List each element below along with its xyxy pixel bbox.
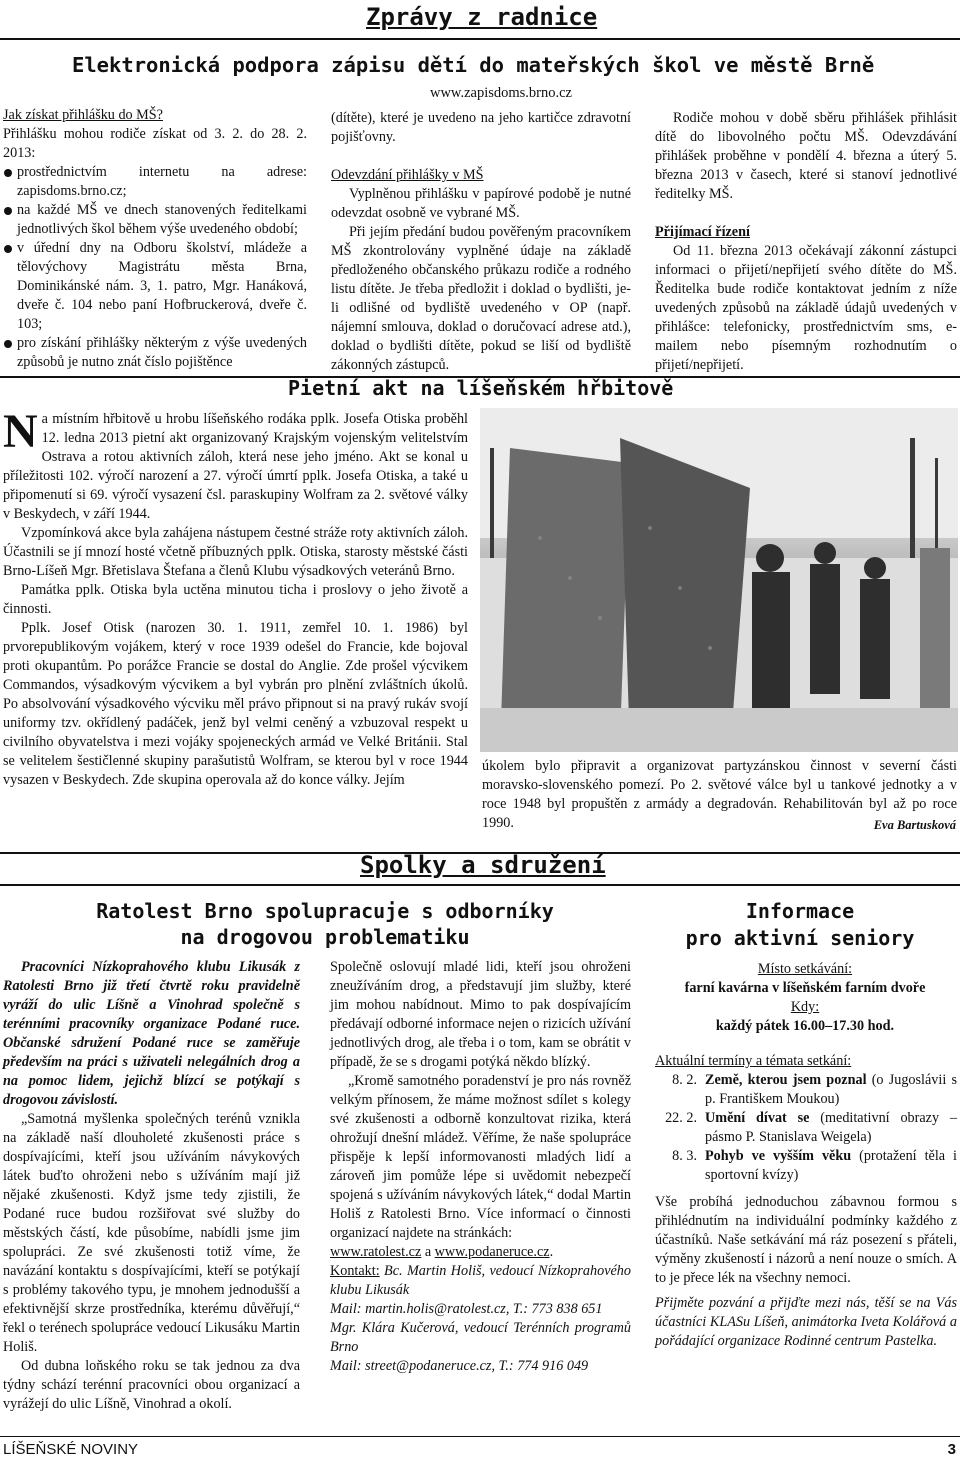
paragraph-ratolest-3: Společně oslovují mladé lidi, kteří jsou ohroženi zneužíváním drog, a představují jim služby, které jim mohou nabídnout. Mimo to pak dospívajícím předávají odborné informace nejen o rizicích užívání jednotlivých drog, ale třeba i o tom, kam se obrátit v případě, že se s drogami potýká někdo blízký.	[330, 959, 631, 1070]
title-ratolest: Ratolest Brno spolupracuje s odborníky na drogovou problematiku	[96, 899, 554, 949]
headline-zapis: Elektronická podpora zápisu dětí do mateřských škol ve městě Brně	[72, 53, 875, 77]
title-pietni-akt: Pietní akt na líšeňském hřbitově	[288, 376, 674, 400]
schedule-item: 8. 2. Země, kterou jsem poznal (o Jugoslávii s p. Františkem Moukou)	[672, 1072, 957, 1107]
paragraph-odevzdani-2: Při jejím předání budou pověřeným pracovníkem MŠ zkontrolovány vyplněné údaje na základě předloženého občanského průkazu rodiče a rodného listu dítěte. Je třeba předložit i doklad o bydlišti, je-li odlišné od bydliště uvedeného v OP (např. nájemní smlouva, doklad o doručovací adrese atd.), doklad o bydlišti dítěte, pokud se liší od bydliště zákonných zástupců.	[331, 224, 631, 373]
paragraph-prijimaci: Od 11. března 2013 očekávají zákonní zástupci informaci o přijetí/nepřijetí svého dítěte do MŠ. Ředitelka bude rodiče kontaktovat jedním z níže uvedených způsobů na základě údajů uvedených v přihlášce: telefonicky, prostřednictvím sms, e-mailem nebo písemným rozhodnutím o přijetí/nepřijetí.	[655, 243, 957, 373]
page-number: 3	[947, 1441, 956, 1458]
schedule-item: 22. 2. Umění dívat se (meditativní obrazy – pásmo P. Stanislava Weigela)	[665, 1110, 957, 1145]
ratolest-col-2	[330, 958, 631, 1376]
cont-text: (dítěte), které je uvedeno na jeho kartičce zdravotní pojišťovny.	[331, 110, 631, 145]
contact-2: Mgr. Klára Kučerová, vedoucí Terénních programů Brno	[330, 1320, 631, 1355]
url-zapisdoms[interactable]: www.zapisdoms.brno.cz	[429, 85, 572, 101]
when-label: Kdy:	[790, 999, 820, 1015]
dropcap: N	[3, 405, 38, 458]
pietni-text	[3, 405, 468, 790]
photo-illustration	[480, 408, 958, 752]
link-podaneruce[interactable]: www.podaneruce.cz	[434, 1244, 550, 1260]
subheading-jak-ziskat: Jak získat přihlášku do MŠ?	[3, 107, 163, 123]
seniori-meta	[655, 960, 955, 1036]
contact-1: Kontakt: Bc. Martin Holiš, vedoucí Nízkoprahového klubu Likusák	[330, 1263, 631, 1298]
divider	[0, 884, 960, 886]
mail-1: Mail: martin.holis@ratolest.cz, T.: 773 838 651	[330, 1301, 603, 1317]
newspaper-name: LÍŠEŇSKÉ NOVINY	[3, 1441, 139, 1458]
links: www.ratolest.cz a www.podaneruce.cz.	[330, 1244, 554, 1260]
link-ratolest[interactable]: www.ratolest.cz	[330, 1244, 422, 1260]
section-title-zpravy: Zprávy z radnice	[366, 3, 598, 31]
zapis-col-1	[3, 106, 307, 372]
page-footer	[0, 1436, 960, 1459]
subheading-odevzdani: Odevzdání přihlášky v MŠ	[331, 167, 484, 183]
paragraph-pietni-4: Pplk. Josef Otisk (narozen 30. 1. 1911, zemřel 10. 1. 1986) byl prvorepublikovým vojákem, který v roce 1939 odešel do Francie, kde bojoval proti okupantům. Po porážce Francie se dostal do Anglie. Zde prošel výcvikem Commandos, výsadkovým výcvikem a byl vybrán pro plnění zvláštních úkolů. Po absolvování výsadkového výcviku měl právo připnout si na pravý rukáv svojí uniformy tzv. okřídlený padáček, jenž byl velmi ceněný a vzbuzoval respekt u civilního obyvatelstva i mezi vojáky spojeneckých armád ve Velké Británii. Stal se velitelem šestičlenné skupiny parašutistů Wolfram, se kterou byl v roce 1944 vysazen v Beskydech. Zde skupina operovala až do konce války. Jejím	[3, 620, 468, 788]
paragraph-odevzdani-1: Vyplněnou přihlášku v papírové podobě je nutné odevzdat osobně ve vybrané MŠ.	[331, 186, 631, 221]
title-seniori: Informace pro aktivní seniory	[685, 899, 915, 950]
bullet-ms: na každé MŠ ve dnech stanovených ředitelkami jednotlivých škol během výše uvedeného období;	[3, 201, 307, 239]
paragraph-pietni-2: Vzpomínková akce byla zahájena nástupem čestné stráže roty aktivních záloh. Účastnili se jí mnozí hosté včetně příbuzných pplk. Otiska, starosty městské části Brno-Líšeň Mgr. Břetislava Štefana a členů Klubu výsadkových veteránů Brno.	[3, 525, 468, 579]
schedule-label: Aktuální termíny a témata setkání:	[655, 1053, 852, 1069]
schedule-list	[655, 1071, 957, 1185]
bullet-urad: v úřední dny na Odboru školství, mládeže a tělovýchovy Magistrátu města Brna, Dominikánské nám. 3, 1. patro, Mgr. Hanáková, dveře č. 104 nebo paní Hofbruckerová, dveře č. 103;	[3, 239, 307, 334]
paragraph-pietni-1: a místním hřbitově u hrobu líšeňského rodáka pplk. Josefa Otiska proběhl 12. ledna 2013 pietní akt organizovaný Krajským vojenským velitelstvím Ostrava a rotou aktivních záloh, která nese jeho jméno. Akt se konal u příležitosti 102. výročí narození a 27. výročí úmrtí pplk. Josefa Otiska, a také u připomenutí si 69. výročí vysazení čsl. paraskupiny Wolfram za 2. světové války v Beskydech, v září 1944.	[3, 411, 468, 522]
paragraph-ratolest-4: „Kromě samotného poradenství je pro nás rovněž velkým přínosem, že máme možnost sdílet s kolegy své zkušenosti a odborně konzultovat rizika, která ohrožují dnešní mládež. Věříme, že naše spolupráce přispěje k lepší informovanosti mladých lidí a zároveň jim pomůže lépe si uvědomit nebezpečí spojená s užíváním návykových látek,“ dodal Martin Holiš z Ratolesti Brno. Více informací o činnosti organizací najdete na stránkách:	[330, 1073, 631, 1241]
paragraph-seniori-2: Přijměte pozvání a přijďte mezi nás, těší se na Vás účastníci KLASu Líšeň, animátorka Iveta Kolářová a pořádající organizace Rodinné centrum Pastelka.	[655, 1295, 957, 1349]
when-value: každý pátek 16.00–17.30 hod.	[715, 1018, 895, 1034]
mail-2: Mail: street@podaneruce.cz, T.: 774 916 049	[330, 1358, 589, 1374]
paragraph-ratolest-2: Od dubna loňského roku se tak jednou za dva týdny schází terénní pracovníci obou organizací a vyrážejí do ulic Líšně, Vinohrad a okolí.	[3, 1358, 300, 1412]
ratolest-col-1	[3, 958, 300, 1414]
place-label: Místo setkávání:	[757, 961, 853, 977]
intro-text: Přihlášku mohou rodiče získat od 3. 2. do 28. 2. 2013:	[3, 126, 307, 161]
paragraph-ratolest-1: „Samotná myšlenka společných terénů vznikla na základě naší dlouholeté zkušenosti práce s dospívajícími, kteří jsou užíváním návykových látek buďto ohroženi nebo s užíváním mají již nějaké zkušenosti. Když jsme tedy zjistili, že Podané ruce budou rozšiřovat své služby do městských částí, kde působíme, nabídli jsme jim spolupráci. Ze své zkušenosti totiž víme, že navázání kontaktu s dospívajícími, kteří se potýkají s problémy takového typu, je mnohem jednodušší a efektivnější skrze prostředníka, kterému důvěřují,“ řekl o terénech spolupráce vedoucí Likusáku Martin Holiš.	[3, 1111, 300, 1355]
subheading-prijimaci: Přijímací řízení	[655, 224, 750, 240]
paragraph-ratolest-lead: Pracovníci Nízkoprahového klubu Likusák z Ratolesti Brno již třetí čtvrtě roku pravidelně vyráží do ulic Líšně a Vinohrad společně s terénními pracovníky organizace Podané ruce. Občanské sdružení Podané ruce se zaměřuje především na práci s uživateli nelegálních drog a na pomoc lidem, jejichž blízcí se potýkají s drogovou závislostí.	[3, 959, 300, 1108]
place-value: farní kavárna v líšeňském farním dvoře	[684, 980, 926, 996]
zapis-col-2	[331, 109, 631, 375]
paragraph-pietni-3: Památka pplk. Otiska byla uctěna minutou ticha i proslovy o jeho životě a činnosti.	[3, 582, 468, 617]
paragraph-pietni-5: úkolem bylo připravit a organizovat partyzánskou činnost v severní části moravsko-slovenského pomezí. Po 2. světové válce byl u tankové jednotky a v roce 1948 byl propuštěn z armády a degradován. Rehabilitován byl až po roce 1990.	[482, 758, 957, 831]
divider	[0, 38, 960, 40]
section-title-spolky: Spolky a sdružení	[360, 851, 606, 879]
photo-pietni-akt	[480, 408, 958, 752]
bullet-internet: prostřednictvím internetu na adrese: zapisdoms.brno.cz;	[3, 163, 307, 201]
seniori-body	[655, 1052, 957, 1351]
paragraph-seniori-1: Vše probíhá jednoduchou zábavnou formou s přihlédnutím na individuální podmínky každého z účastníků. Naše setkávání má ráz posezení s přáteli, výměny zkušeností i názorů a není nouze o smích. A to je přece lék na všechny nemoci.	[655, 1194, 957, 1286]
bullet-pojistenec: pro získání přihlášky některým z výše uvedených způsobů je nutno znát číslo pojištěnce	[3, 334, 307, 372]
schedule-item: 8. 3. Pohyb ve vyšším věku (protažení těla i sportovní kvízy)	[672, 1148, 957, 1183]
zapis-col-3	[655, 109, 957, 375]
paragraph-rodice: Rodiče mohou v době sběru přihlášek přihlásit dítě do libovolného počtu MŠ. Odevzdávání přihlášek proběhne v pondělí 4. března a úterý 5. března 2013 v časech, které si stanoví jednotlivé ředitelky MŠ.	[655, 110, 957, 202]
author-pietni: Eva Bartusková	[873, 818, 956, 832]
